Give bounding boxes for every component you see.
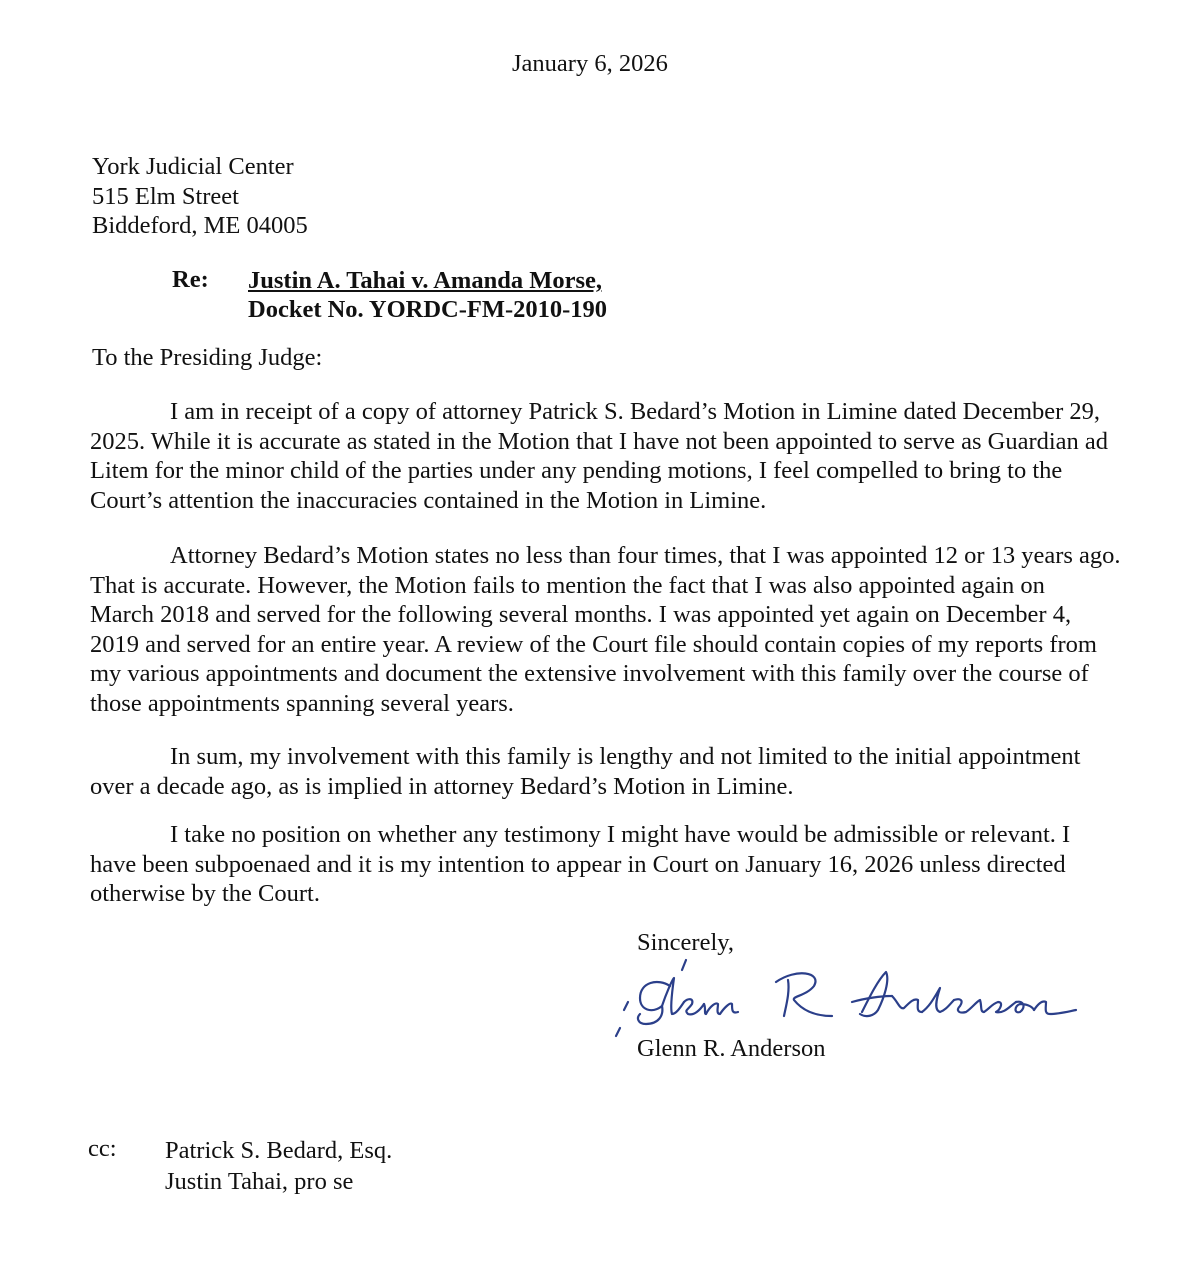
case-caption: Justin A. Tahai v. Amanda Morse, [248, 267, 602, 294]
closing: Sincerely, [637, 929, 735, 956]
paragraph-line: otherwise by the Court. [90, 880, 320, 907]
docket-number: Docket No. YORDC-FM-2010-190 [248, 296, 608, 323]
paragraph-line: Litem for the minor child of the parties under any pending motions, I feel compelled to bring to the [90, 457, 1063, 484]
paragraph-line: over a decade ago, as is implied in attorney Bedard’s Motion in Limine. [90, 772, 794, 800]
paragraph-line: my various appointments and document the extensive involvement with this family over the course of [90, 660, 1089, 687]
re-label: Re: [172, 266, 209, 293]
recipient-address [92, 152, 308, 241]
recipient-line-2: 515 Elm Street [92, 182, 239, 210]
signer-name: Glenn R. Anderson [637, 1035, 826, 1062]
paragraph-line: 2025. While it is accurate as stated in the Motion that I have not been appointed to serve as Guardian ad [90, 427, 1109, 455]
paragraph-line: 2019 and served for an entire year. A review of the Court file should contain copies of my reports from [90, 630, 1097, 658]
body-paragraph-2 [90, 541, 1170, 718]
paragraph-line: I take no position on whether any testimony I might have would be admissible or relevant. I [170, 821, 1071, 848]
cc-list [165, 1135, 392, 1197]
body-paragraph-4 [90, 820, 1170, 909]
paragraph-line: have been subpoenaed and it is my intention to appear in Court on January 16, 2026 unless directed [90, 850, 1066, 878]
paragraph-line: That is accurate. However, the Motion fails to mention the fact that I was also appointed again on [90, 571, 1045, 599]
paragraph-line: Court’s attention the inaccuracies contained in the Motion in Limine. [90, 486, 767, 514]
salutation: To the Presiding Judge: [92, 344, 323, 371]
paragraph-line: those appointments spanning several years. [90, 689, 514, 717]
paragraph-line: I am in receipt of a copy of attorney Patrick S. Bedard’s Motion in Limine dated December 29, [170, 398, 1101, 425]
paragraph-line: March 2018 and served for the following several months. I was appointed yet again on December 4, [90, 601, 1072, 628]
cc-recipient: Justin Tahai, pro se [165, 1168, 354, 1195]
paragraph-line: Attorney Bedard’s Motion states no less than four times, that I was appointed 12 or 13 years ago. [170, 542, 1121, 569]
cc-recipient: Patrick S. Bedard, Esq. [165, 1137, 393, 1164]
cc-label: cc: [88, 1135, 117, 1162]
paragraph-line: In sum, my involvement with this family is lengthy and not limited to the initial appointment [170, 743, 1081, 770]
recipient-line-1: York Judicial Center [92, 153, 294, 180]
re-block [248, 266, 607, 324]
letter-date: January 6, 2026 [512, 50, 668, 77]
recipient-line-3: Biddeford, ME 04005 [92, 212, 308, 239]
body-paragraph-1 [90, 397, 1170, 515]
body-paragraph-3 [90, 742, 1170, 801]
